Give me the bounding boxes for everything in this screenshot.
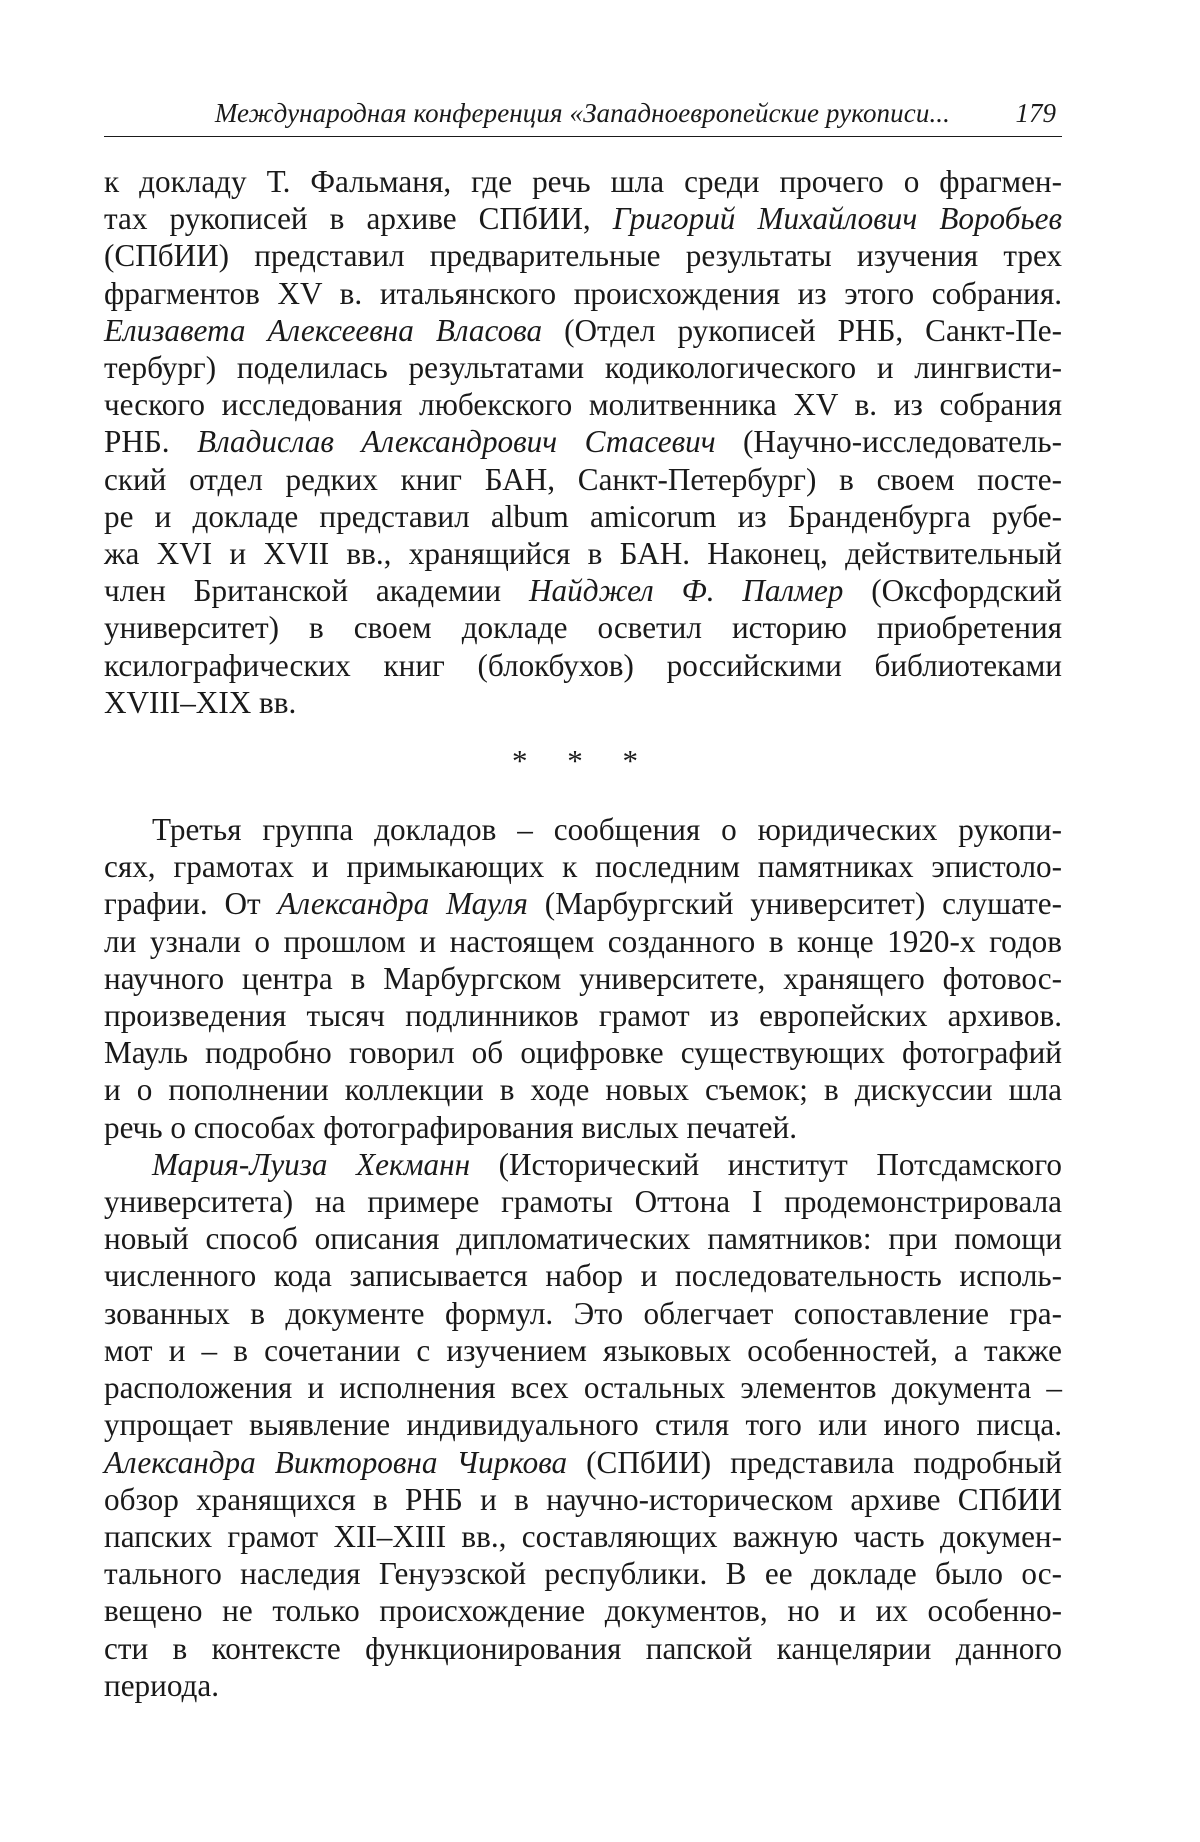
page-number: 179 [1016, 98, 1057, 129]
text-line [104, 1481, 1062, 1518]
line-text: (Исторический институт Потсдамского [470, 1147, 1062, 1182]
line-text: ли узнали о прошлом и настоящем созданного в конце 1920-х годов [104, 924, 1062, 959]
text-line [104, 461, 1062, 498]
running-header-title: Международная конференция «Западноевропейские рукописи... [215, 98, 950, 129]
line-text: (Научно-исследователь- [716, 424, 1062, 459]
text-line [104, 1220, 1062, 1257]
text-line [104, 1257, 1062, 1294]
text-line [104, 237, 1062, 274]
text-line [104, 811, 1062, 848]
line-text: XVIII–XIX вв. [104, 685, 296, 720]
line-text: (СПбИИ) представил предварительные результаты изучения трех [104, 238, 1062, 273]
line-text: речь о способах фотографирования вислых печатей. [104, 1110, 797, 1145]
text-line [104, 200, 1062, 237]
line-text: периода. [104, 1668, 219, 1703]
line-text: сях, грамотах и примыкающих к последним памятниках эпистоло- [104, 849, 1062, 884]
text-line [104, 1369, 1062, 1406]
text-line [104, 1555, 1062, 1592]
text-line [104, 1667, 1062, 1704]
person-name: Александра Викторовна Чиркова [104, 1445, 567, 1480]
line-text: ксилографических книг (блокбухов) российскими библиотеками [104, 648, 1062, 683]
text-line [104, 1071, 1062, 1108]
line-text: РНБ. [104, 424, 197, 459]
line-text: научного центра в Марбургском университете, хранящего фотовос- [104, 961, 1062, 996]
line-text: (СПбИИ) представила подробный [567, 1445, 1062, 1480]
text-line [104, 1034, 1062, 1071]
line-text: расположения и исполнения всех остальных элементов документа – [104, 1370, 1062, 1405]
line-text: обзор хранящихся в РНБ и в научно-историческом архиве СПбИИ [104, 1482, 1062, 1517]
line-text: (Отдел рукописей РНБ, Санкт-Пе- [542, 313, 1062, 348]
line-text: университета) на примере грамоты Оттона I продемонстрировала [104, 1184, 1062, 1219]
section-separator: * * * [104, 721, 1062, 795]
line-text: зованных в документе формул. Это облегчает сопоставление гра- [104, 1296, 1062, 1331]
text-line [104, 1518, 1062, 1555]
person-name: Александра Мауля [278, 886, 528, 921]
text-line [104, 997, 1062, 1034]
line-text: ский отдел редких книг БАН, Санкт-Петербург) в своем посте- [104, 462, 1062, 497]
text-line [104, 1592, 1062, 1629]
person-name: Григорий Михайлович Воробьев [613, 201, 1062, 236]
text-line [104, 535, 1062, 572]
book-page [104, 92, 1062, 1704]
person-name: Мария-Луиза Хекманн [152, 1147, 470, 1182]
text-line [104, 848, 1062, 885]
line-text: новый способ описания дипломатических памятников: при помощи [104, 1221, 1062, 1256]
line-text: вещено не только происхождение документов, но и их особенно- [104, 1593, 1062, 1628]
paragraph-2 [104, 811, 1062, 1146]
line-text: ческого исследования любекского молитвенника XV в. из собрания [104, 387, 1062, 422]
text-line [104, 1444, 1062, 1481]
line-text: сти в контексте функционирования папской канцелярии данного [104, 1631, 1062, 1666]
text-line [104, 1146, 1062, 1183]
line-text: Третья группа докладов – сообщения о юридических рукопи- [152, 812, 1062, 847]
text-line [104, 684, 1062, 721]
text-line [104, 1406, 1062, 1443]
line-text: к докладу Т. Фальманя, где речь шла среди прочего о фрагмен- [104, 164, 1062, 199]
text-line [104, 423, 1062, 460]
text-line [104, 1295, 1062, 1332]
text-line [104, 312, 1062, 349]
text-line [104, 1630, 1062, 1667]
line-text: папских грамот XII–XIII вв., составляющих важную часть докумен- [104, 1519, 1062, 1554]
text-line [104, 1183, 1062, 1220]
line-text: университет) в своем докладе осветил историю приобретения [104, 610, 1062, 645]
line-text: и о пополнении коллекции в ходе новых съемок; в дискуссии шла [104, 1072, 1062, 1107]
line-text: член Британской академии [104, 573, 529, 608]
line-text: тербург) поделилась результатами кодикологического и лингвисти- [104, 350, 1062, 385]
person-name: Владислав Александрович Стасевич [197, 424, 716, 459]
running-header [104, 92, 1062, 137]
line-text: (Марбургский университет) слушате- [528, 886, 1062, 921]
line-text: тального наследия Генуэзской республики. В ее докладе было ос- [104, 1556, 1062, 1591]
paragraph-1 [104, 163, 1062, 721]
line-text: численного кода записывается набор и последовательность исполь- [104, 1258, 1062, 1293]
text-line [104, 163, 1062, 200]
text-line [104, 572, 1062, 609]
line-text: графии. От [104, 886, 278, 921]
line-text: (Оксфордский [843, 573, 1062, 608]
text-line [104, 275, 1062, 312]
text-line [104, 923, 1062, 960]
line-text: Мауль подробно говорил об оцифровке существующих фотографий [104, 1035, 1062, 1070]
line-text: жа XVI и XVII вв., хранящийся в БАН. Наконец, действительный [104, 536, 1062, 571]
text-line [104, 1332, 1062, 1369]
section-gap [104, 795, 1062, 811]
text-line [104, 1109, 1062, 1146]
text-line [104, 386, 1062, 423]
line-text: произведения тысяч подлинников грамот из европейских архивов. [104, 998, 1062, 1033]
text-line [104, 498, 1062, 535]
text-line [104, 960, 1062, 997]
person-name: Елизавета Алексеевна Власова [104, 313, 542, 348]
text-line [104, 647, 1062, 684]
text-line [104, 349, 1062, 386]
person-name: Найджел Ф. Палмер [529, 573, 843, 608]
text-line [104, 609, 1062, 646]
line-text: фрагментов XV в. итальянского происхождения из этого собрания. [104, 276, 1062, 311]
text-line [104, 885, 1062, 922]
line-text: мот и – в сочетании с изучением языковых особенностей, а также [104, 1333, 1062, 1368]
body-text [104, 163, 1062, 1704]
line-text: тах рукописей в архиве СПбИИ, [104, 201, 613, 236]
paragraph-3 [104, 1146, 1062, 1704]
line-text: упрощает выявление индивидуального стиля того или иного писца. [104, 1407, 1062, 1442]
line-text: ре и докладе представил album amicorum из Бранденбурга рубе- [104, 499, 1062, 534]
